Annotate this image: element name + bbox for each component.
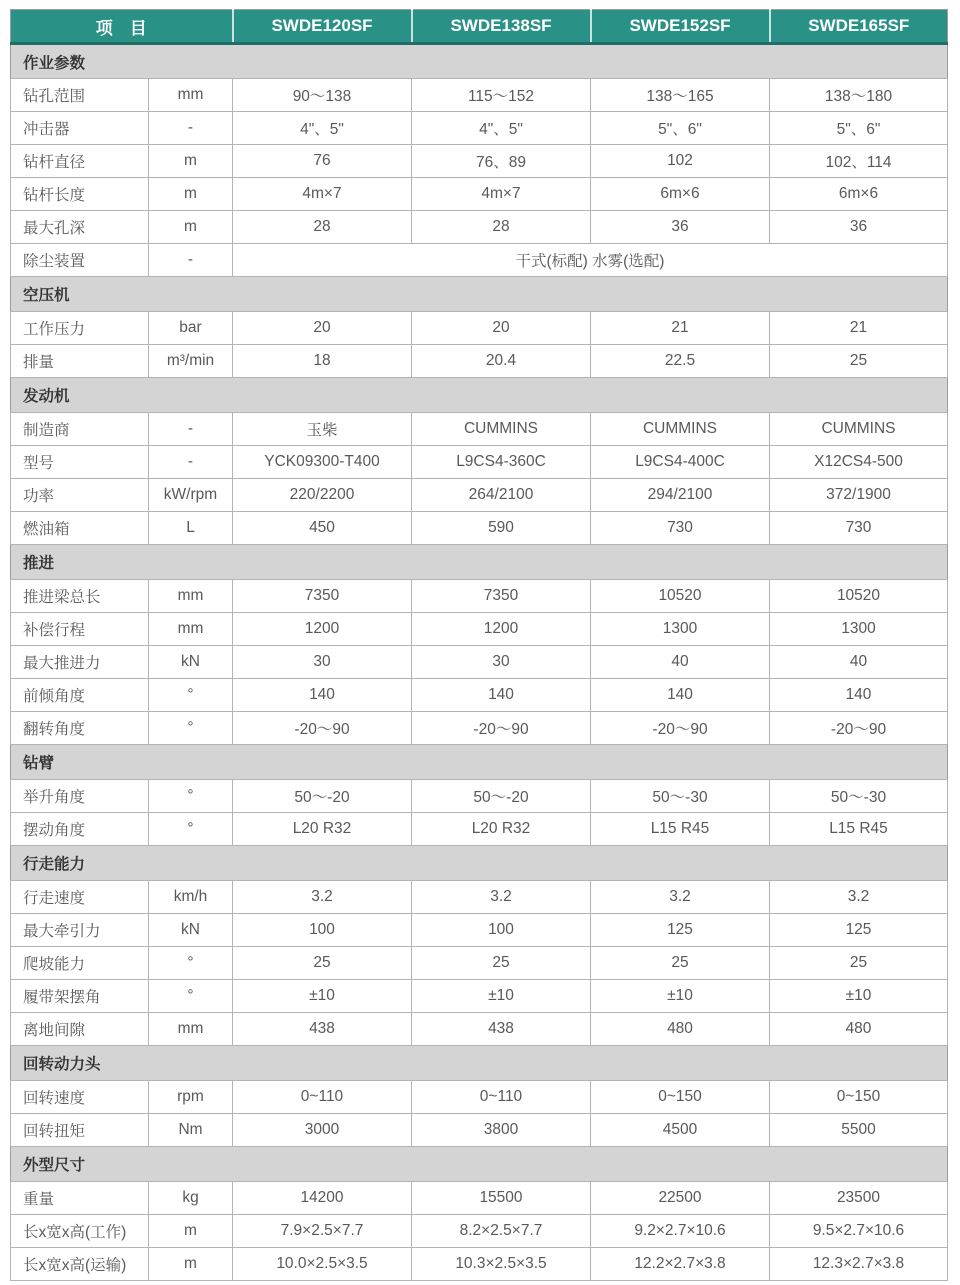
row-value: 25 — [770, 345, 948, 378]
row-label: 钻孔范围 — [11, 79, 149, 112]
row-value: 0~110 — [233, 1081, 412, 1114]
row-unit: mm — [149, 580, 233, 613]
row-unit: mm — [149, 1013, 233, 1046]
row-value: 25 — [233, 947, 412, 980]
row-label: 回转扭矩 — [11, 1114, 149, 1147]
row-value: 20 — [412, 312, 591, 345]
row-value: 0~110 — [412, 1081, 591, 1114]
row-value: 5500 — [770, 1114, 948, 1147]
row-label: 工作压力 — [11, 312, 149, 345]
row-value: 28 — [412, 211, 591, 244]
row-value: 10.0×2.5×3.5 — [233, 1248, 412, 1281]
row-value: 450 — [233, 512, 412, 545]
row-unit: rpm — [149, 1081, 233, 1114]
table-row — [11, 244, 948, 277]
section-title: 推进 — [11, 545, 948, 580]
row-value: 3.2 — [233, 881, 412, 914]
table-row — [11, 1114, 948, 1147]
table-row — [11, 446, 948, 479]
section-row — [11, 44, 948, 79]
row-value: -20～90 — [591, 712, 770, 745]
row-value: 294/2100 — [591, 479, 770, 512]
section-title: 外型尺寸 — [11, 1147, 948, 1182]
row-value: 140 — [591, 679, 770, 712]
row-value: 3.2 — [770, 881, 948, 914]
row-unit: ° — [149, 780, 233, 813]
table-row — [11, 679, 948, 712]
row-value: 18 — [233, 345, 412, 378]
row-unit: km/h — [149, 881, 233, 914]
row-value: 10520 — [770, 580, 948, 613]
row-value: -20～90 — [412, 712, 591, 745]
table-row — [11, 512, 948, 545]
table-row — [11, 1248, 948, 1281]
table-row — [11, 914, 948, 947]
row-unit: ° — [149, 813, 233, 846]
table-row — [11, 712, 948, 745]
table-row — [11, 1081, 948, 1114]
row-value: 3800 — [412, 1114, 591, 1147]
row-value: L15 R45 — [591, 813, 770, 846]
row-value: 9.2×2.7×10.6 — [591, 1215, 770, 1248]
row-value: 50～-30 — [770, 780, 948, 813]
row-label: 行走速度 — [11, 881, 149, 914]
table-row — [11, 345, 948, 378]
row-unit: ° — [149, 712, 233, 745]
row-value: 140 — [412, 679, 591, 712]
row-label: 最大孔深 — [11, 211, 149, 244]
row-value: 25 — [591, 947, 770, 980]
row-label: 燃油箱 — [11, 512, 149, 545]
row-label: 履带架摆角 — [11, 980, 149, 1013]
row-value: 100 — [233, 914, 412, 947]
row-label: 举升角度 — [11, 780, 149, 813]
row-value: 9.5×2.7×10.6 — [770, 1215, 948, 1248]
header-row — [11, 10, 948, 44]
row-value: 28 — [233, 211, 412, 244]
section-title: 行走能力 — [11, 846, 948, 881]
model-header-swde165sf: SWDE165SF — [770, 10, 948, 44]
row-value: 372/1900 — [770, 479, 948, 512]
section-row — [11, 745, 948, 780]
row-value: 50～-20 — [233, 780, 412, 813]
table-row — [11, 881, 948, 914]
table-row — [11, 112, 948, 145]
row-value: 102、114 — [770, 145, 948, 178]
row-value: 138～180 — [770, 79, 948, 112]
row-label: 前倾角度 — [11, 679, 149, 712]
row-value: 102 — [591, 145, 770, 178]
row-value: 438 — [412, 1013, 591, 1046]
table-row — [11, 312, 948, 345]
table-row — [11, 1013, 948, 1046]
row-value: 264/2100 — [412, 479, 591, 512]
section-row — [11, 846, 948, 881]
row-value: 6m×6 — [770, 178, 948, 211]
row-unit: Nm — [149, 1114, 233, 1147]
row-value: ±10 — [412, 980, 591, 1013]
row-value: 22.5 — [591, 345, 770, 378]
row-label: 摆动角度 — [11, 813, 149, 846]
row-unit: bar — [149, 312, 233, 345]
row-value: 10.3×2.5×3.5 — [412, 1248, 591, 1281]
row-value: 1300 — [591, 613, 770, 646]
table-row — [11, 479, 948, 512]
row-label: 推进梁总长 — [11, 580, 149, 613]
row-value: 480 — [770, 1013, 948, 1046]
section-title: 作业参数 — [11, 44, 948, 79]
row-value: 21 — [591, 312, 770, 345]
row-value: 730 — [591, 512, 770, 545]
row-value: 0~150 — [591, 1081, 770, 1114]
row-value: 480 — [591, 1013, 770, 1046]
row-value: 30 — [412, 646, 591, 679]
section-row — [11, 1147, 948, 1182]
row-value: 36 — [591, 211, 770, 244]
row-unit: mm — [149, 613, 233, 646]
row-value: 4"、5" — [412, 112, 591, 145]
table-row — [11, 780, 948, 813]
row-value: 20 — [233, 312, 412, 345]
section-row — [11, 1046, 948, 1081]
row-unit: m — [149, 1248, 233, 1281]
row-unit: m³/min — [149, 345, 233, 378]
row-value: 76 — [233, 145, 412, 178]
section-row — [11, 277, 948, 312]
row-unit: kg — [149, 1182, 233, 1215]
row-unit: mm — [149, 79, 233, 112]
row-value: 玉柴 — [233, 413, 412, 446]
row-unit: - — [149, 244, 233, 277]
row-value: 25 — [770, 947, 948, 980]
row-value: 6m×6 — [591, 178, 770, 211]
row-value: 7350 — [233, 580, 412, 613]
row-value: 125 — [770, 914, 948, 947]
row-unit: m — [149, 211, 233, 244]
row-span-value: 干式(标配) 水雾(选配) — [233, 244, 948, 277]
row-unit: - — [149, 446, 233, 479]
row-label: 重量 — [11, 1182, 149, 1215]
row-value: 5"、6" — [770, 112, 948, 145]
row-value: 4m×7 — [412, 178, 591, 211]
row-label: 长x宽x高(运输) — [11, 1248, 149, 1281]
row-unit: m — [149, 145, 233, 178]
row-value: -20～90 — [233, 712, 412, 745]
row-value: 438 — [233, 1013, 412, 1046]
table-row — [11, 145, 948, 178]
row-value: 30 — [233, 646, 412, 679]
row-unit: ° — [149, 980, 233, 1013]
row-value: ±10 — [770, 980, 948, 1013]
row-value: 5"、6" — [591, 112, 770, 145]
table-row — [11, 413, 948, 446]
row-value: 3000 — [233, 1114, 412, 1147]
table-row — [11, 178, 948, 211]
row-value: 4m×7 — [233, 178, 412, 211]
row-value: 140 — [770, 679, 948, 712]
row-value: 125 — [591, 914, 770, 947]
row-label: 型号 — [11, 446, 149, 479]
row-value: L20 R32 — [412, 813, 591, 846]
section-row — [11, 545, 948, 580]
row-value: X12CS4-500 — [770, 446, 948, 479]
row-value: 115～152 — [412, 79, 591, 112]
row-value: 25 — [412, 947, 591, 980]
row-value: 90～138 — [233, 79, 412, 112]
row-unit: kN — [149, 914, 233, 947]
row-label: 钻杆直径 — [11, 145, 149, 178]
row-value: 50～-30 — [591, 780, 770, 813]
section-row — [11, 378, 948, 413]
table-row — [11, 646, 948, 679]
row-label: 除尘装置 — [11, 244, 149, 277]
row-label: 爬坡能力 — [11, 947, 149, 980]
row-value: 50～-20 — [412, 780, 591, 813]
row-value: 12.3×2.7×3.8 — [770, 1248, 948, 1281]
row-value: 1300 — [770, 613, 948, 646]
row-value: 20.4 — [412, 345, 591, 378]
row-value: 7.9×2.5×7.7 — [233, 1215, 412, 1248]
table-row — [11, 79, 948, 112]
table-row — [11, 1215, 948, 1248]
section-title: 发动机 — [11, 378, 948, 413]
row-value: 590 — [412, 512, 591, 545]
row-value: 1200 — [233, 613, 412, 646]
table-row — [11, 580, 948, 613]
row-value: 140 — [233, 679, 412, 712]
row-unit: m — [149, 178, 233, 211]
row-label: 制造商 — [11, 413, 149, 446]
spec-table-body — [11, 44, 948, 1281]
row-value: 21 — [770, 312, 948, 345]
row-label: 长x宽x高(工作) — [11, 1215, 149, 1248]
row-value: 1200 — [412, 613, 591, 646]
row-value: 12.2×2.7×3.8 — [591, 1248, 770, 1281]
row-value: 3.2 — [591, 881, 770, 914]
row-value: L9CS4-360C — [412, 446, 591, 479]
row-unit: kN — [149, 646, 233, 679]
row-unit: - — [149, 112, 233, 145]
row-unit: ° — [149, 947, 233, 980]
row-value: 138～165 — [591, 79, 770, 112]
row-value: 4500 — [591, 1114, 770, 1147]
row-value: YCK09300-T400 — [233, 446, 412, 479]
model-header-swde138sf: SWDE138SF — [412, 10, 591, 44]
row-value: CUMMINS — [412, 413, 591, 446]
row-unit: kW/rpm — [149, 479, 233, 512]
table-row — [11, 813, 948, 846]
row-label: 回转速度 — [11, 1081, 149, 1114]
row-label: 最大牵引力 — [11, 914, 149, 947]
row-label: 冲击器 — [11, 112, 149, 145]
table-row — [11, 613, 948, 646]
row-value: L9CS4-400C — [591, 446, 770, 479]
row-label: 离地间隙 — [11, 1013, 149, 1046]
row-value: 36 — [770, 211, 948, 244]
row-label: 补偿行程 — [11, 613, 149, 646]
row-value: ±10 — [591, 980, 770, 1013]
section-title: 空压机 — [11, 277, 948, 312]
table-row — [11, 947, 948, 980]
row-unit: L — [149, 512, 233, 545]
row-label: 钻杆长度 — [11, 178, 149, 211]
row-value: 7350 — [412, 580, 591, 613]
row-value: 15500 — [412, 1182, 591, 1215]
row-label: 翻转角度 — [11, 712, 149, 745]
row-value: 8.2×2.5×7.7 — [412, 1215, 591, 1248]
row-label: 功率 — [11, 479, 149, 512]
row-value: ±10 — [233, 980, 412, 1013]
row-label: 最大推进力 — [11, 646, 149, 679]
row-label: 排量 — [11, 345, 149, 378]
row-value: 730 — [770, 512, 948, 545]
row-value: 23500 — [770, 1182, 948, 1215]
item-header: 项 目 — [11, 10, 233, 44]
model-header-swde152sf: SWDE152SF — [591, 10, 770, 44]
model-header-swde120sf: SWDE120SF — [233, 10, 412, 44]
row-value: 14200 — [233, 1182, 412, 1215]
row-value: 40 — [770, 646, 948, 679]
row-value: 22500 — [591, 1182, 770, 1215]
row-value: -20～90 — [770, 712, 948, 745]
row-unit: - — [149, 413, 233, 446]
spec-table — [10, 9, 948, 1281]
row-value: CUMMINS — [591, 413, 770, 446]
table-row — [11, 211, 948, 244]
row-value: L20 R32 — [233, 813, 412, 846]
row-value: 0~150 — [770, 1081, 948, 1114]
table-row — [11, 980, 948, 1013]
row-value: 76、89 — [412, 145, 591, 178]
table-row — [11, 1182, 948, 1215]
row-value: 40 — [591, 646, 770, 679]
row-value: 3.2 — [412, 881, 591, 914]
section-title: 回转动力头 — [11, 1046, 948, 1081]
row-value: 220/2200 — [233, 479, 412, 512]
row-unit: ° — [149, 679, 233, 712]
section-title: 钻臂 — [11, 745, 948, 780]
row-unit: m — [149, 1215, 233, 1248]
row-value: 100 — [412, 914, 591, 947]
row-value: 10520 — [591, 580, 770, 613]
row-value: 4"、5" — [233, 112, 412, 145]
row-value: L15 R45 — [770, 813, 948, 846]
row-value: CUMMINS — [770, 413, 948, 446]
